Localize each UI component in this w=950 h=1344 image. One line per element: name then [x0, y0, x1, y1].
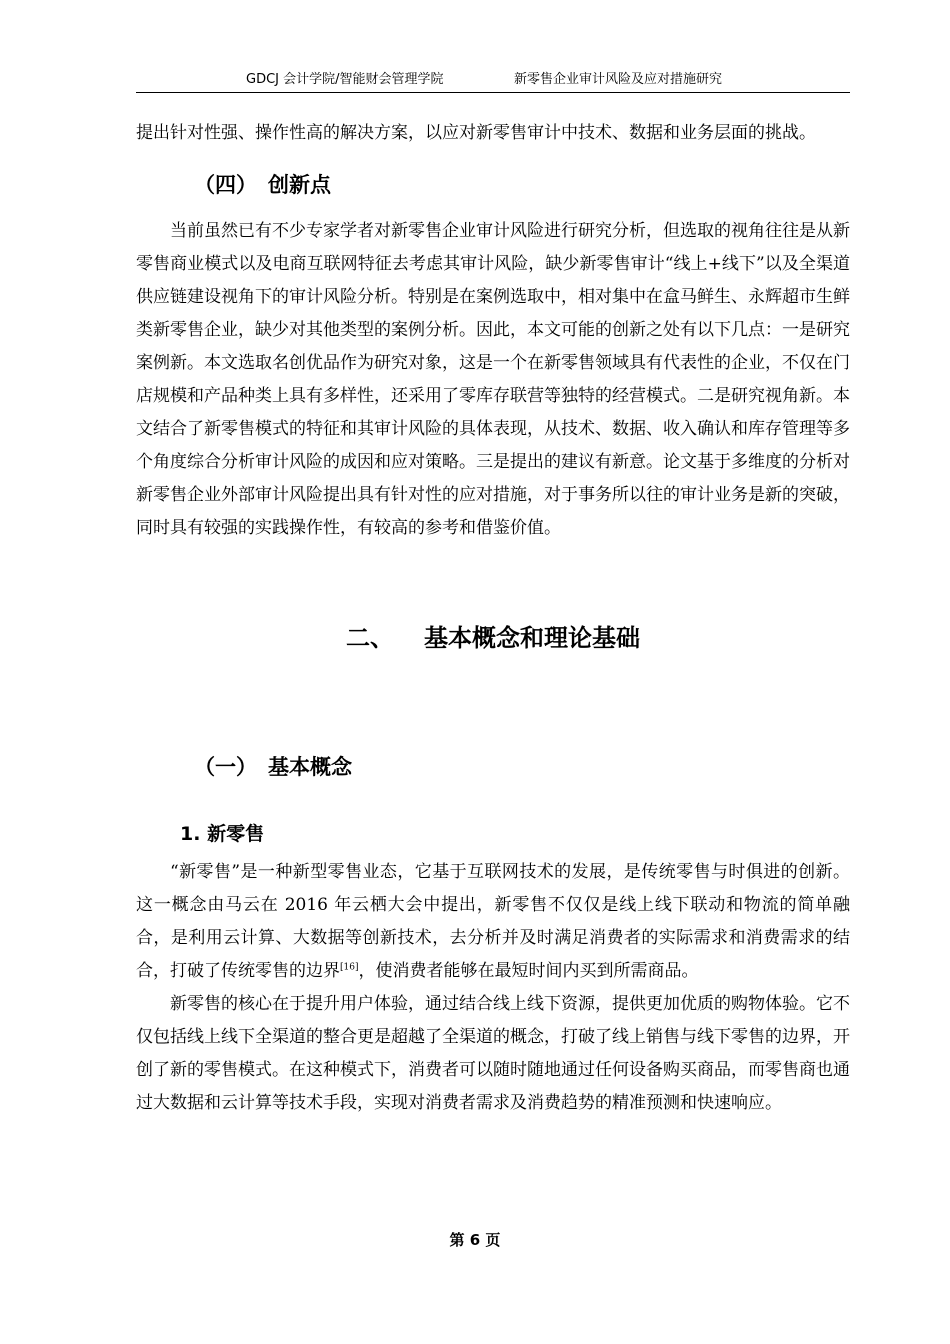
section-innovation-heading	[136, 169, 850, 199]
page-content	[136, 117, 850, 1120]
chapter-heading	[136, 618, 850, 653]
new-retail-paragraph-1	[136, 856, 850, 988]
innovation-paragraph: 当前虽然已有不少专家学者对新零售企业审计风险进行研究分析，但选取的视角往往是从新零售商业模式以及电商互联网特征去考虑其审计风险，缺少新零售审计“线上+线下”以及全渠道供应链建设视角下的审计风险分析。特别是在案例选取中，相对集中在盒马鲜生、永辉超市生鲜类新零售企业，缺少对其他类型的案例分析。因此，本文可能的创新之处有以下几点：一是研究案例新。本文选取名创优品作为研究对象，这是一个在新零售领域具有代表性的企业，不仅在门店规模和产品种类上具有多样性，还采用了零库存联营等独特的经营模式。二是研究视角新。本文结合了新零售模式的特征和其审计风险的具体表现，从技术、数据、收入确认和库存管理等多个角度综合分析审计风险的成因和应对策略。三是提出的建议有新意。论文基于多维度的分析对新零售企业外部审计风险提出具有针对性的应对措施，对于事务所以往的审计业务是新的突破，同时具有较强的实践操作性，有较高的参考和借鉴价值。	[136, 221, 850, 538]
section-concepts-heading	[136, 751, 850, 781]
page-number: 第 6 页	[449, 1231, 501, 1249]
chapter-number: 二、	[346, 624, 394, 652]
subsection-new-retail-title: 新零售	[207, 823, 265, 845]
header-thesis-title: 新零售企业审计风险及应对措施研究	[514, 72, 723, 87]
section-innovation-title: 创新点	[268, 173, 331, 197]
section-concepts-title: 基本概念	[268, 755, 352, 779]
subsection-new-retail-heading	[136, 819, 850, 846]
new-retail-paragraph-1-text: “新零售”是一种新型零售业态，它基于互联网技术的发展，是传统零售与时俱进的创新。这一概念由马云在 2016 年云栖大会中提出，新零售不仅仅是线上线下联动和物流的简单融合，是利用云计算、大数据等创新技术，去分析并及时满足消费者的实际需求和消费需求的结合，打破了传统零售的边界	[136, 862, 850, 981]
intro-paragraph: 提出针对性强、操作性高的解决方案，以应对新零售审计中技术、数据和业务层面的挑战。	[136, 123, 816, 143]
section-innovation-number: （四）	[194, 173, 257, 197]
new-retail-paragraph-2: 新零售的核心在于提升用户体验，通过结合线上线下资源，提供更加优质的购物体验。它不仅包括线上线下全渠道的整合更是超越了全渠道的概念，打破了线上销售与线下零售的边界，开创了新的零售模式。在这种模式下，消费者可以随时随地通过任何设备购买商品，而零售商也通过大数据和云计算等技术手段，实现对消费者需求及消费趋势的精准预测和快速响应。	[136, 994, 850, 1113]
citation-ref: [16]	[340, 962, 359, 973]
subsection-new-retail-number: 1.	[180, 823, 201, 845]
section-concepts-number: （一）	[194, 755, 257, 779]
chapter-title: 基本概念和理论基础	[424, 624, 640, 652]
page-header	[136, 66, 850, 93]
new-retail-paragraph-1-tail: ，使消费者能够在最短时间内买到所需商品。	[358, 961, 699, 981]
header-institution: GDCJ 会计学院/智能财会管理学院	[246, 72, 444, 87]
